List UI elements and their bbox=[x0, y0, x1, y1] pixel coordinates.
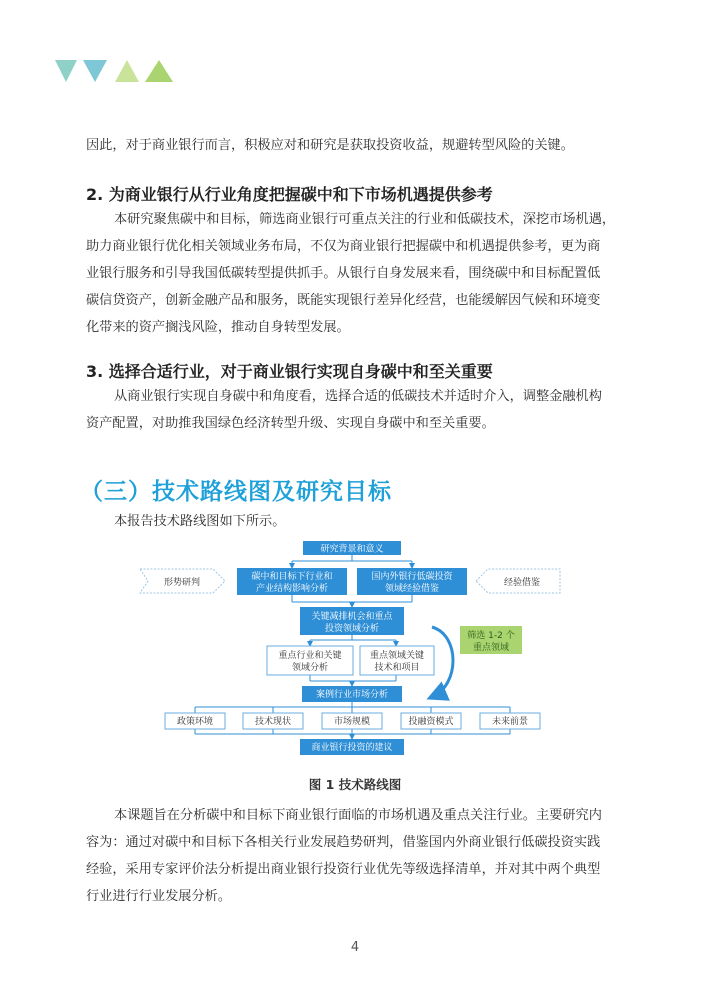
section3-line: 资产配置，对助推我国绿色经济转型升级、实现自身碳中和至关重要。 bbox=[86, 416, 495, 431]
factor-label: 未来前景 bbox=[491, 717, 529, 727]
roadmap-intro: 本报告技术路线图如下所示。 bbox=[114, 514, 286, 529]
section2-body bbox=[86, 206, 626, 341]
key-opportunity-line1: 关键减排机会和重点 bbox=[311, 612, 393, 622]
top-node-label: 研究背景和意义 bbox=[320, 544, 384, 555]
bank-experience-line2: 领域经验借鉴 bbox=[384, 584, 440, 594]
left-outline-label: 形势研判 bbox=[163, 578, 201, 588]
roadmap-diagram bbox=[120, 535, 580, 765]
section2-line: 碳信贷资产，创新金融产品和服务，既能实现银行差异化经营，也能缓解因气候和环境变 bbox=[86, 293, 601, 308]
section3-body bbox=[86, 383, 626, 437]
section2-line: 助力商业银行优化相关领域业务布局，不仅为商业银行把握碳中和机遇提供参考，更为商 bbox=[86, 239, 601, 254]
key-opportunity-line2: 投资领域分析 bbox=[324, 624, 380, 634]
case-analysis-label: 案例行业市场分析 bbox=[315, 690, 389, 700]
final-recommendation-label: 商业银行投资的建议 bbox=[311, 743, 393, 753]
key-technology-line1: 重点领域关键 bbox=[369, 651, 425, 661]
triangle-logo-icon bbox=[55, 58, 175, 84]
industry-impact-line2: 产业结构影响分析 bbox=[255, 584, 329, 594]
key-industry-line2: 领域分析 bbox=[291, 663, 329, 673]
page-number: 4 bbox=[350, 940, 360, 955]
figure-caption: 图 1 技术路线图 bbox=[308, 777, 402, 792]
filter-note-line1: 筛选 1-2 个 bbox=[467, 631, 515, 641]
summary-line: 本课题旨在分析碳中和目标下商业银行面临的市场机遇及重点关注行业。主要研究内 bbox=[114, 808, 602, 823]
section3-heading: 3. 选择合适行业，对于商业银行实现自身碳中和至关重要 bbox=[86, 362, 493, 381]
key-industry-line1: 重点行业和关键 bbox=[278, 651, 342, 661]
section2-line: 业银行服务和引导我国低碳转型提供抓手。从银行自身发展来看，围绕碳中和目标配置低 bbox=[86, 266, 601, 281]
bank-experience-line1: 国内外银行低碳投资 bbox=[371, 572, 453, 582]
factor-label: 投融资模式 bbox=[408, 717, 454, 727]
section-title: （三）技术路线图及研究目标 bbox=[80, 479, 392, 505]
factor-label: 市场规模 bbox=[333, 717, 371, 727]
summary-body bbox=[86, 802, 626, 910]
section2-line: 化带来的资产搁浅风险，推动自身转型发展。 bbox=[86, 320, 350, 335]
section2-heading: 2. 为商业银行从行业角度把握碳中和下市场机遇提供参考 bbox=[86, 185, 493, 204]
factor-label: 技术现状 bbox=[254, 717, 292, 727]
summary-line: 行业进行行业发展分析。 bbox=[86, 889, 232, 904]
summary-line: 容为：通过对碳中和目标下各相关行业发展趋势研判，借鉴国内外商业银行低碳投资实践 bbox=[86, 835, 601, 850]
key-technology-line2: 技术和项目 bbox=[374, 663, 420, 673]
summary-line: 经验，采用专家评价法分析提出商业银行投资行业优先等级选择清单，并对其中两个典型 bbox=[86, 862, 601, 877]
section2-line: 本研究聚焦碳中和目标，筛选商业银行可重点关注的行业和低碳技术，深挖市场机遇， bbox=[114, 212, 616, 227]
factor-label: 政策环境 bbox=[176, 717, 214, 727]
section3-line: 从商业银行实现自身碳中和角度看，选择合适的低碳技术并适时介入，调整金融机构 bbox=[114, 389, 602, 404]
right-outline-label: 经验借鉴 bbox=[503, 578, 541, 588]
industry-impact-line1: 碳中和目标下行业和 bbox=[251, 572, 333, 582]
intro-line: 因此，对于商业银行而言，积极应对和研究是获取投资收益，规避转型风险的关键。 bbox=[86, 138, 574, 153]
filter-note-line2: 重点领域 bbox=[472, 643, 510, 653]
